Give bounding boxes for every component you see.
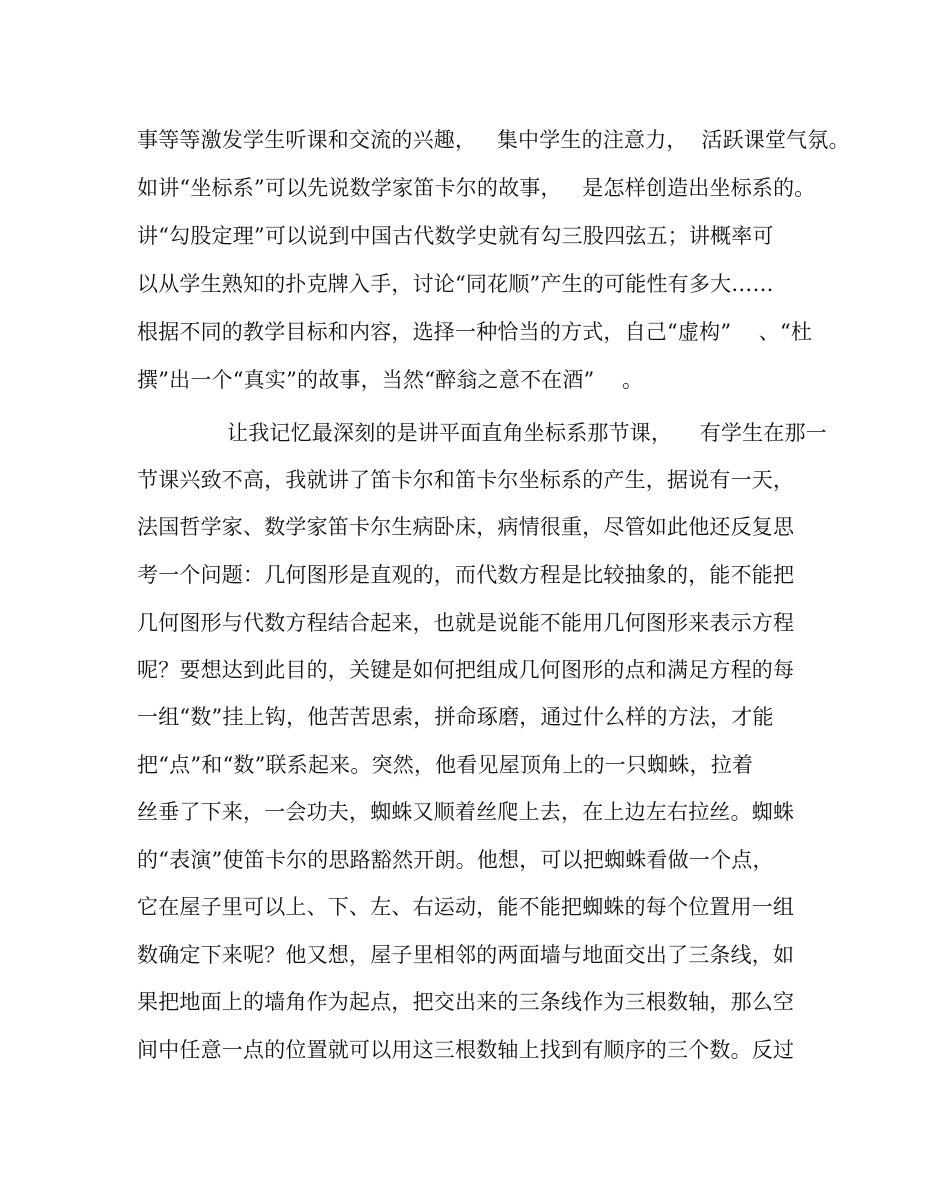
text-line: 把“点”和“数”联系起来。突然，他看见屋顶角上的一只蜘蛛，拉着 (137, 753, 754, 777)
text-line: 事等等激发学生听课和交流的兴趣， 集中学生的注意力， 活跃课堂气氛。 (137, 128, 850, 152)
text-line: 考一个问题：几何图形是直观的，而代数方程是比较抽象的，能不能把 (137, 563, 795, 587)
text-line: 它在屋子里可以上、下、左、右运动，能不能把蜘蛛的每个位置用一组 (137, 895, 795, 919)
text-line: 的“表演”使笛卡尔的思路豁然开朗。他想，可以把蜘蛛看做一个点， (137, 848, 774, 872)
text-line: 几何图形与代数方程结合起来，也就是说能不能用几何图形来表示方程 (137, 611, 795, 635)
text-line: 节课兴致不高，我就讲了笛卡尔和笛卡尔坐标系的产生，据说有一天， (137, 468, 795, 492)
text-line: 数确定下来呢？他又想，屋子里相邻的两面墙与地面交出了三条线，如 (137, 943, 795, 967)
text-line: 法国哲学家、数学家笛卡尔生病卧床，病情很重，尽管如此他还反复思 (137, 515, 795, 539)
text-line: 讲“勾股定理”可以说到中国古代数学史就有勾三股四弦五；讲概率可 (137, 224, 774, 248)
text-line: 呢？要想达到此目的，关键是如何把组成几何图形的点和满足方程的每 (137, 658, 795, 682)
text-line: 果把地面上的墙角作为起点，把交出来的三条线作为三根数轴，那么空 (137, 990, 795, 1014)
text-line: 丝垂了下来，一会功夫，蜘蛛又顺着丝爬上去，在上边左右拉丝。蜘蛛 (137, 800, 795, 824)
text-line: 如讲“坐标系”可以先说数学家笛卡尔的故事， 是怎样创造出坐标系的。 (137, 176, 816, 200)
text-line: 间中任意一点的位置就可以用这三根数轴上找到有顺序的三个数。反过 (137, 1038, 795, 1062)
text-line: 根据不同的教学目标和内容，选择一种恰当的方式，自己“虚构” 、“杜 (137, 320, 813, 344)
text-line: 以从学生熟知的扑克牌入手，讨论“同花顺”产生的可能性有多大…… (137, 272, 774, 296)
text-line: 撰”出一个“真实”的故事，当然“醉翁之意不在酒” 。 (137, 368, 644, 392)
text-line: 一组“数”挂上钩，他苦苦思索，拼命琢磨，通过什么样的方法，才能 (137, 705, 774, 729)
paragraph-first-line: 让我记忆最深刻的是讲平面直角坐标系那节课， 有学生在那一 (227, 421, 827, 445)
